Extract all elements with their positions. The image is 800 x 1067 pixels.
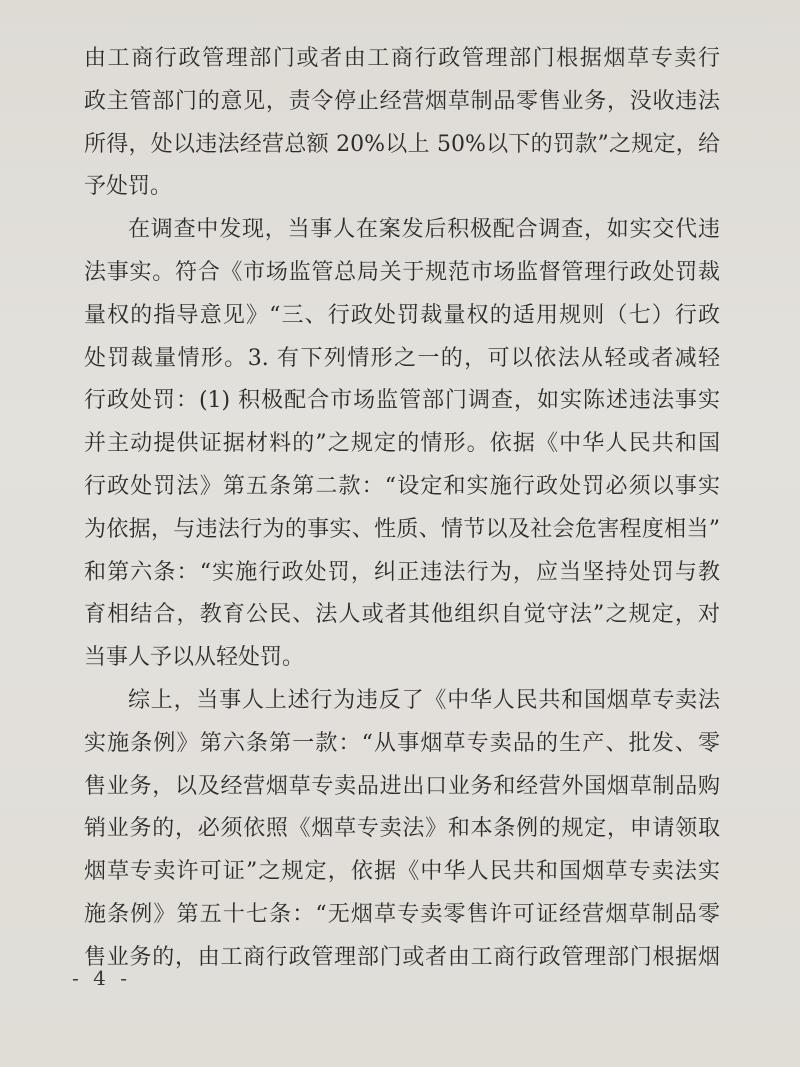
text-line: 为依据，与违法行为的事实、性质、情节以及社会危害程度相当” <box>84 516 720 542</box>
text-line: 所得，处以违法经营总额 20%以上 50%以下的罚款”之规定，给 <box>84 131 720 157</box>
paragraph-start-line: 在调查中发现，当事人在案发后积极配合调查，如实交代违 <box>128 217 720 243</box>
text-line: 并主动提供证据材料的”之规定的情形。依据《中华人民共和国 <box>84 431 720 457</box>
text-line: 当事人予以从轻处罚。 <box>84 645 305 671</box>
document-body <box>84 38 720 980</box>
text-line: 处罚裁量情形。3. 有下列情形之一的，可以依法从轻或者减轻 <box>84 345 720 371</box>
paragraph-start-line: 综上，当事人上述行为违反了《中华人民共和国烟草专卖法 <box>128 687 720 713</box>
text-line: 政主管部门的意见，责令停止经营烟草制品零售业务，没收违法 <box>84 88 720 114</box>
text-line: 售业务，以及经营烟草专卖品进出口业务和经营外国烟草制品购 <box>84 773 720 799</box>
text-line: 由工商行政管理部门或者由工商行政管理部门根据烟草专卖行 <box>84 46 720 71</box>
text-line: 量权的指导意见》“三、行政处罚裁量权的适用规则（七）行政 <box>84 302 720 328</box>
text-line: 烟草专卖许可证”之规定，依据《中华人民共和国烟草专卖法实 <box>84 859 720 885</box>
text-line: 育相结合，教育公民、法人或者其他组织自觉守法”之规定，对 <box>84 602 720 628</box>
text-line: 实施条例》第六条第一款：“从事烟草专卖品的生产、批发、零 <box>84 730 720 756</box>
text-line: 行政处罚法》第五条第二款：“设定和实施行政处罚必须以事实 <box>84 473 720 499</box>
page-number: - 4 - <box>72 966 131 990</box>
text-line: 售业务的，由工商行政管理部门或者由工商行政管理部门根据烟 <box>84 944 720 970</box>
text-line: 予处罚。 <box>84 174 173 200</box>
text-line: 法事实。符合《市场监管总局关于规范市场监督管理行政处罚裁 <box>84 259 720 285</box>
text-line: 行政处罚：(1) 积极配合市场监管部门调查，如实陈述违法事实 <box>84 388 720 414</box>
text-line: 和第六条：“实施行政处罚，纠正违法行为，应当坚持处罚与教 <box>84 559 720 585</box>
text-line: 销业务的，必须依照《烟草专卖法》和本条例的规定，申请领取 <box>84 816 720 842</box>
text-line: 施条例》第五十七条：“无烟草专卖零售许可证经营烟草制品零 <box>84 901 720 927</box>
